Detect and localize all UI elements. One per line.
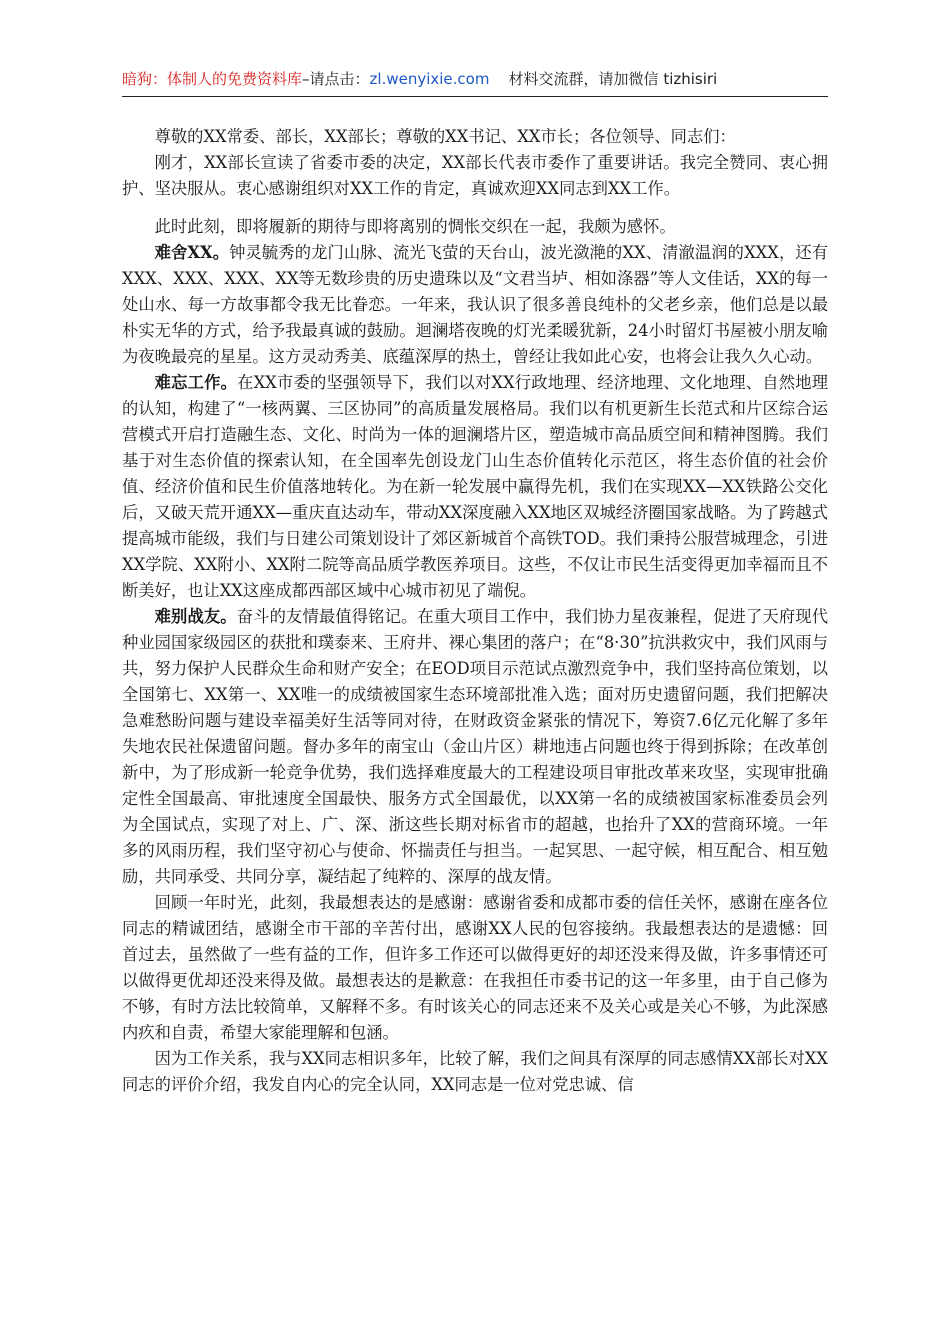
paragraph-opening bbox=[122, 150, 828, 202]
paragraph-review bbox=[122, 890, 828, 1046]
header-wechat-note: 材料交流群，请加微信 tizhisiri bbox=[508, 70, 718, 88]
paragraph-text: 因为工作关系，我与XX同志相识多年，比较了解，我们之间具有深厚的同志感情XX部长对XX同志的评价介绍，我发自内心的完全认同，XX同志是一位对党忠诚、信 bbox=[122, 1049, 828, 1094]
paragraph-salutation bbox=[122, 124, 828, 150]
paragraph-text: 此时此刻，即将履新的期待与即将离别的惆怅交织在一起，我颇为感怀。 bbox=[154, 217, 676, 236]
paragraph-text: 刚才，XX部长宣读了省委市委的决定，XX部长代表市委作了重要讲话。我完全赞同、衷心拥护、坚决服从。衷心感谢组织对XX工作的肯定，真诚欢迎XX同志到XX工作。 bbox=[122, 153, 828, 198]
paragraph-text: 回顾一年时光，此刻，我最想表达的是感谢：感谢省委和成都市委的信任关怀，感谢在座各位同志的精诚团结，感谢全市干部的辛苦付出，感谢XX人民的包容接纳。我最想表达的是遗憾：回首过去，虽然做了一些有益的工作，但许多工作还可以做得更好的却还没来得及做，许多事情还可以做得更优却还没来得及做。最想表达的是歉意：在我担任市委书记的这一年多里，由于自己修为不够，有时方法比较简单，又解释不多。有时该关心的同志还来不及关心或是关心不够，为此深感内疚和自责，希望大家能理解和包涵。 bbox=[122, 893, 828, 1042]
page-header bbox=[122, 64, 828, 94]
paragraph-text: 奋斗的友情最值得铭记。在重大项目工作中，我们协力星夜兼程，促进了天府现代种业园国家级园区的获批和璞泰来、王府井、裸心集团的落户；在“8·30”抗洪救灾中，我们风雨与共，努力保护人民群众生命和财产安全；在EOD项目示范试点激烈竞争中，我们坚持高位策划，以全国第七、XX第一、XX唯一的成绩被国家生态环境部批准入选；面对历史遗留问题，我们把解决急难愁盼问题与建设幸福美好生活等同对待，在财政资金紧张的情况下，筹资7.6亿元化解了多年失地农民社保遗留问题。督办多年的南宝山（金山片区）耕地违占问题也终于得到拆除；在改革创新中，为了形成新一轮竞争优势，我们选择难度最大的工程建设项目审批改革来攻坚，实现审批确定性全国最高、审批速度全国最快、服务方式全国最优，以XX第一名的成绩被国家标准委员会列为全国试点，实现了对上、广、深、浙这些长期对标省市的超越，也抬升了XX的营商环境。一年多的风雨历程，我们坚守初心与使命、怀揣责任与担当。一起冥思、一起守候，相互配合、相互勉励，共同承受、共同分享，凝结起了纯粹的、深厚的战友情。 bbox=[122, 607, 828, 886]
paragraph-text: 在XX市委的坚强领导下，我们以对XX行政地理、经济地理、文化地理、自然地理的认知，构建了“一核两翼、三区协同”的高质量发展格局。我们以有机更新生长范式和片区综合运营模式开启打造融生态、文化、时尚为一体的迴澜塔片区，塑造城市高品质空间和精神图腾。我们基于对生态价值的探索认知，在全国率先创设龙门山生态价值转化示范区，将生态价值的社会价值、经济价值和民生价值落地转化。为在新一轮发展中赢得先机，我们在实现XX—XX铁路公交化后，又破天荒开通XX—重庆直达动车，带动XX深度融入XX地区双城经济圈国家战略。为了跨越式提高城市能级，我们与日建公司策划设计了郊区新城首个高铁TOD。我们秉持公服营城理念，引进XX学院、XX附小、XX附二院等高品质学教医养项目。这些，不仅让市民生活变得更加幸福而且不断美好，也让XX这座成都西部区域中心城市初见了端倪。 bbox=[122, 373, 828, 600]
paragraph-comrades bbox=[122, 604, 828, 890]
document-body bbox=[122, 124, 828, 1098]
header-brand: 暗狗：体制人的免费资料库 bbox=[122, 70, 303, 88]
paragraph-lead: 难忘工作。 bbox=[154, 373, 238, 392]
paragraph-lead: 难别战友。 bbox=[154, 607, 237, 626]
paragraph-text: 尊敬的XX常委、部长，XX部长；尊敬的XX书记、XX市长；各位领导、同志们： bbox=[154, 127, 736, 146]
header-divider bbox=[122, 96, 828, 97]
paragraph-text: 钟灵毓秀的龙门山脉、流光飞萤的天台山，波光潋滟的XX、清澈温润的XXX，还有XXX、XXX、XXX、XX等无数珍贵的历史遗珠以及“文君当垆、相如涤器”等人文佳话，XX的每一处山水、每一方故事都令我无比眷恋。一年来，我认识了很多善良纯朴的父老乡亲，他们总是以最朴实无华的方式，给予我最真诚的鼓励。迴澜塔夜晚的灯光柔暖犹新，24小时留灯书屋被小朋友喻为夜晚最亮的星星。这方灵动秀美、底蕴深厚的热土，曾经让我如此心安，也将会让我久久心动。 bbox=[122, 243, 829, 366]
paragraph-feeling bbox=[122, 214, 828, 240]
paragraph-work bbox=[122, 370, 828, 604]
paragraph-lead: 难舍XX。 bbox=[154, 243, 230, 262]
paragraph-successor bbox=[122, 1046, 828, 1098]
header-link[interactable]: zl.wenyixie.com bbox=[369, 70, 490, 88]
paragraph-place bbox=[122, 240, 828, 370]
header-link-prefix: –请点击： bbox=[302, 70, 370, 88]
